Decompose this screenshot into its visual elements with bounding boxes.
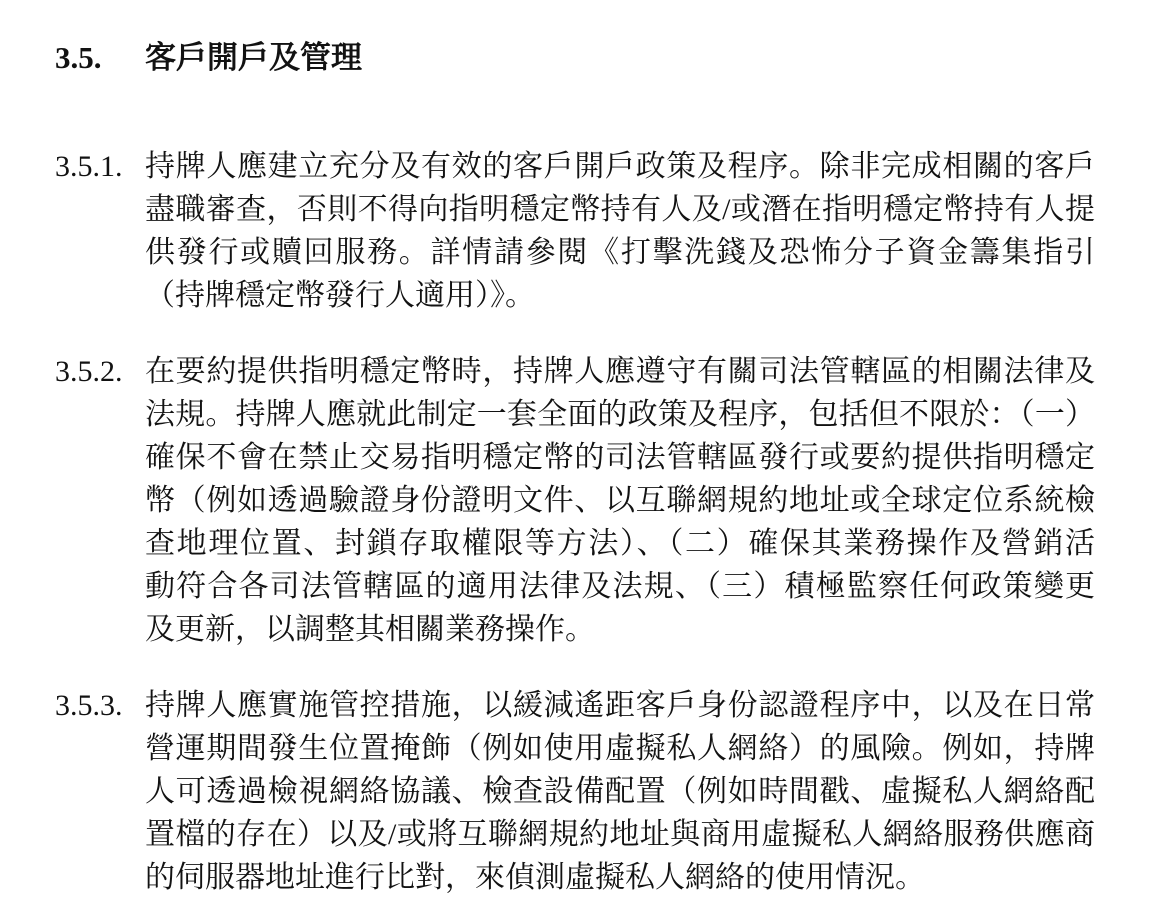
text-line: 持牌人應實施管控措施，以緩減遙距客戶身份認證程序中，以及在日常 <box>145 689 1095 722</box>
text-line: 人可透過檢視網絡協議、檢查設備配置（例如時間戳、虛擬私人網絡配 <box>145 775 1095 808</box>
section-heading-title: 客戶開戶及管理 <box>145 40 362 75</box>
clause-3-5-3 <box>55 684 1095 899</box>
text-line: 營運期間發生位置掩飾（例如使用虛擬私人網絡）的風險。例如，持牌 <box>145 732 1095 765</box>
text-line: 法規。持牌人應就此制定一套全面的政策及程序，包括但不限於：（一） <box>145 398 1095 431</box>
clause-body <box>145 350 1095 651</box>
clause-number: 3.5.2. <box>55 355 123 388</box>
text-line: 及更新，以調整其相關業務操作。 <box>145 613 595 646</box>
text-line: （持牌穩定幣發行人適用）》。 <box>145 279 535 312</box>
clause-3-5-1 <box>55 145 1095 317</box>
text-line: 置檔的存在）以及/或將互聯網規約地址與商用虛擬私人網絡服務供應商 <box>145 818 1095 851</box>
text-line: 的伺服器地址進行比對，來偵測虛擬私人網絡的使用情況。 <box>145 861 925 894</box>
text-line: 確保不會在禁止交易指明穩定幣的司法管轄區發行或要約提供指明穩定 <box>145 441 1095 474</box>
text-line: 查地理位置、封鎖存取權限等方法）、（二）確保其業務操作及營銷活 <box>145 527 1095 560</box>
section-heading <box>55 36 1095 79</box>
section-heading-number: 3.5. <box>55 40 102 75</box>
text-line: 盡職審查，否則不得向指明穩定幣持有人及/或潛在指明穩定幣持有人提 <box>145 193 1095 226</box>
text-line: 供發行或贖回服務。詳情請參閱《打擊洗錢及恐怖分子資金籌集指引 <box>145 236 1095 269</box>
text-line: 持牌人應建立充分及有效的客戶開戶政策及程序。除非完成相關的客戶 <box>145 150 1095 183</box>
clause-body <box>145 684 1095 899</box>
clause-number: 3.5.1. <box>55 150 123 183</box>
text-line: 動符合各司法管轄區的適用法律及法規、（三）積極監察任何政策變更 <box>145 570 1095 603</box>
clause-3-5-2 <box>55 350 1095 651</box>
clause-number: 3.5.3. <box>55 689 123 722</box>
text-line: 幣（例如透過驗證身份證明文件、以互聯網規約地址或全球定位系統檢 <box>145 484 1095 517</box>
text-line: 在要約提供指明穩定幣時，持牌人應遵守有關司法管轄區的相關法律及 <box>145 355 1095 388</box>
clause-body <box>145 145 1095 317</box>
